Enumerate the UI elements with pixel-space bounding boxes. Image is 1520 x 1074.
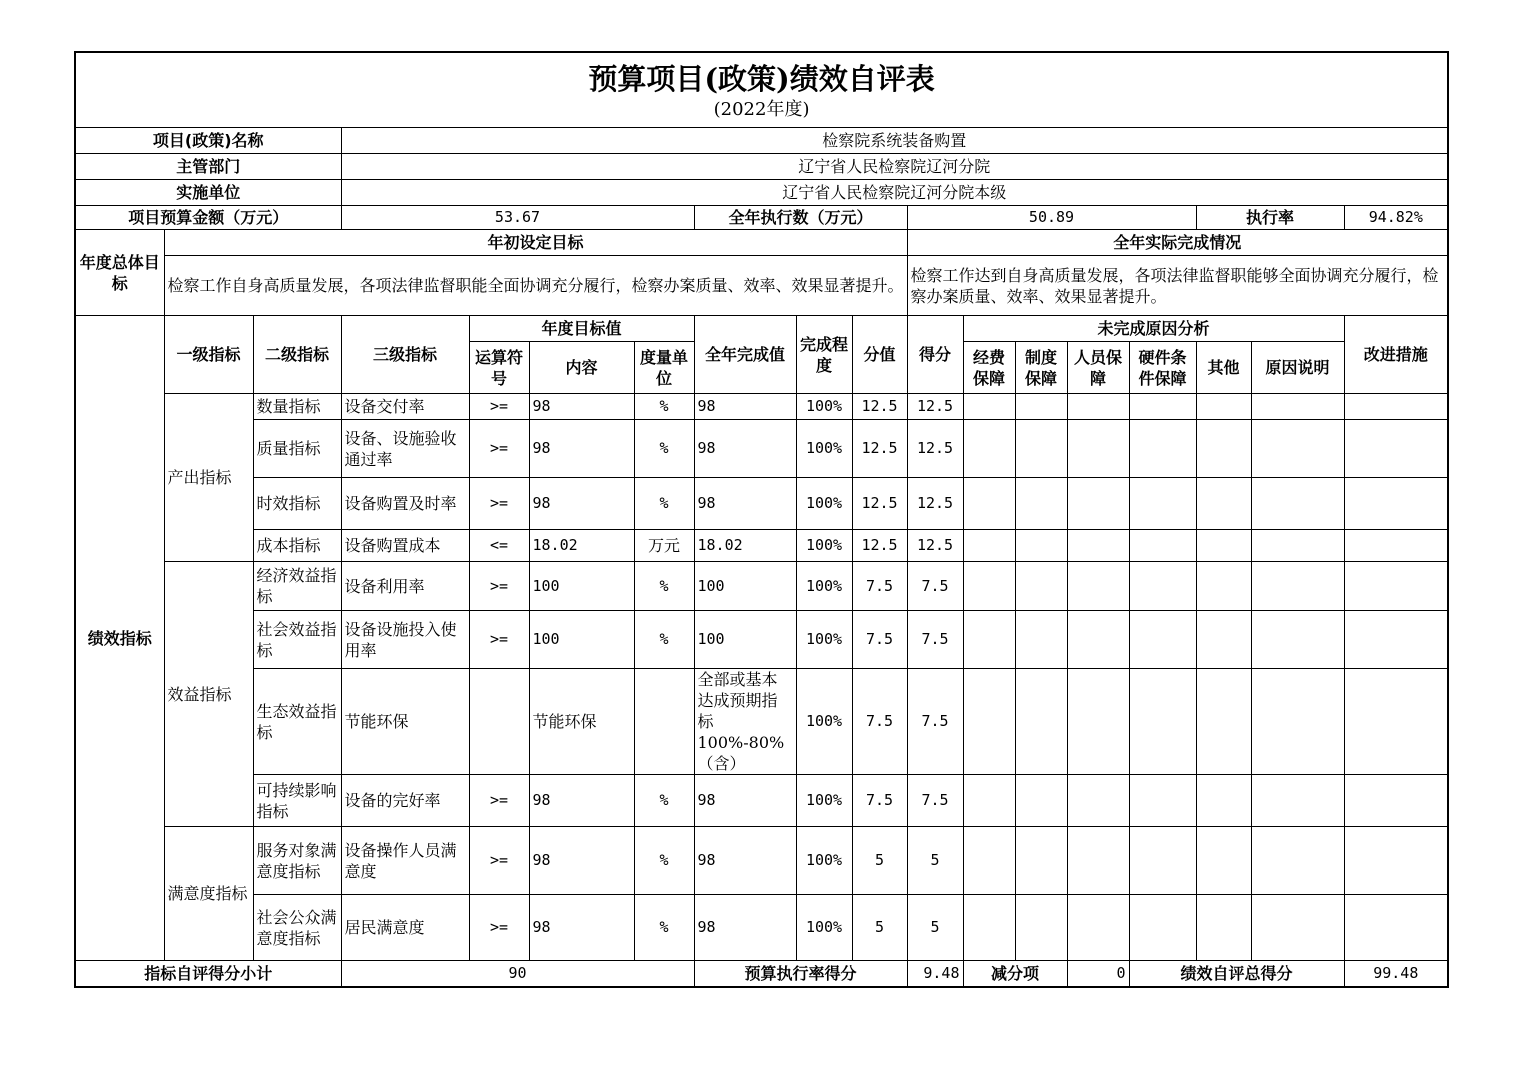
empty-cell (1015, 611, 1067, 669)
empty-cell (1251, 562, 1344, 611)
empty-cell (1015, 775, 1067, 827)
points-cell: 7.5 (852, 611, 907, 669)
empty-cell (963, 611, 1015, 669)
empty-cell (1196, 611, 1251, 669)
dept-label: 主管部门 (75, 154, 341, 180)
empty-cell (1251, 420, 1344, 478)
empty-cell (1067, 827, 1129, 895)
points-cell: 7.5 (852, 669, 907, 775)
actual-cell: 98 (694, 420, 796, 478)
empty-cell (1067, 669, 1129, 775)
total-label: 绩效自评总得分 (1129, 961, 1344, 987)
level2-cell: 成本指标 (253, 530, 341, 562)
level3-cell: 设备交付率 (341, 394, 469, 420)
empty-cell (1251, 394, 1344, 420)
unit: 辽宁省人民检察院辽河分院本级 (341, 180, 1448, 206)
points-cell: 5 (852, 827, 907, 895)
empty-cell (1129, 775, 1196, 827)
empty-cell (963, 394, 1015, 420)
unit-cell (634, 669, 694, 775)
content-cell: 98 (529, 478, 634, 530)
op-cell: >= (469, 895, 529, 961)
degree-cell: 100% (796, 394, 852, 420)
exec-score-label: 预算执行率得分 (694, 961, 907, 987)
content-cell: 98 (529, 394, 634, 420)
op-cell: >= (469, 827, 529, 895)
content-cell: 98 (529, 420, 634, 478)
empty-cell (1067, 775, 1129, 827)
op-cell: >= (469, 478, 529, 530)
empty-cell (963, 530, 1015, 562)
level3-header: 三级指标 (341, 316, 469, 394)
reason-header: 未完成原因分析 (963, 316, 1344, 342)
empty-cell (963, 827, 1015, 895)
empty-cell (1196, 827, 1251, 895)
empty-cell (1251, 530, 1344, 562)
score-cell: 12.5 (907, 394, 963, 420)
group-output: 产出指标 (164, 394, 253, 562)
empty-cell (1344, 562, 1448, 611)
empty-cell (1251, 827, 1344, 895)
empty-cell (1251, 611, 1344, 669)
level2-cell: 数量指标 (253, 394, 341, 420)
level2-cell: 社会效益指标 (253, 611, 341, 669)
unit-cell: 万元 (634, 530, 694, 562)
empty-cell (1067, 895, 1129, 961)
actual-goal-header: 全年实际完成情况 (907, 230, 1448, 256)
points-cell: 12.5 (852, 394, 907, 420)
reason-staff-header: 人员保障 (1067, 342, 1129, 394)
empty-cell (1196, 420, 1251, 478)
actual-cell: 18.02 (694, 530, 796, 562)
unit-cell: % (634, 611, 694, 669)
empty-cell (1344, 611, 1448, 669)
op-cell: <= (469, 530, 529, 562)
points-cell: 12.5 (852, 420, 907, 478)
empty-cell (1067, 394, 1129, 420)
content-cell: 节能环保 (529, 669, 634, 775)
empty-cell (1196, 478, 1251, 530)
total-value: 99.48 (1344, 961, 1448, 987)
level3-cell: 设备购置成本 (341, 530, 469, 562)
empty-cell (1067, 562, 1129, 611)
empty-cell (1129, 530, 1196, 562)
actual-cell: 98 (694, 895, 796, 961)
empty-cell (1129, 478, 1196, 530)
level3-cell: 设备操作人员满意度 (341, 827, 469, 895)
empty-cell (1015, 669, 1067, 775)
score-cell: 12.5 (907, 530, 963, 562)
empty-cell (1344, 827, 1448, 895)
points-cell: 7.5 (852, 562, 907, 611)
degree-cell: 100% (796, 478, 852, 530)
subtotal-value: 90 (341, 961, 694, 987)
actual-cell: 98 (694, 827, 796, 895)
unit-label: 实施单位 (75, 180, 341, 206)
empty-cell (1196, 669, 1251, 775)
actual-cell: 98 (694, 394, 796, 420)
table-row (75, 478, 1448, 530)
degree-cell: 100% (796, 530, 852, 562)
empty-cell (1251, 775, 1344, 827)
group-satisfaction: 满意度指标 (164, 827, 253, 961)
empty-cell (1251, 669, 1344, 775)
rate-label: 执行率 (1196, 206, 1344, 230)
project-name-label: 项目(政策)名称 (75, 128, 341, 154)
improve-header: 改进措施 (1344, 316, 1448, 394)
empty-cell (1129, 420, 1196, 478)
empty-cell (1129, 562, 1196, 611)
reason-system-header: 制度保障 (1015, 342, 1067, 394)
project-name: 检察院系统装备购置 (341, 128, 1448, 154)
empty-cell (1067, 530, 1129, 562)
level2-cell: 可持续影响指标 (253, 775, 341, 827)
table-row (75, 775, 1448, 827)
content-cell: 100 (529, 611, 634, 669)
degree-cell: 100% (796, 420, 852, 478)
empty-cell (1196, 775, 1251, 827)
target-header: 年度目标值 (469, 316, 694, 342)
level3-cell: 居民满意度 (341, 895, 469, 961)
empty-cell (1344, 530, 1448, 562)
empty-cell (1067, 420, 1129, 478)
level3-cell: 设备设施投入使用率 (341, 611, 469, 669)
group-benefit: 效益指标 (164, 562, 253, 827)
budget-label: 项目预算金额（万元） (75, 206, 341, 230)
degree-cell: 100% (796, 611, 852, 669)
level3-cell: 设备、设施验收通过率 (341, 420, 469, 478)
level3-cell: 节能环保 (341, 669, 469, 775)
empty-cell (1129, 611, 1196, 669)
content-cell: 98 (529, 827, 634, 895)
executed-label: 全年执行数（万元） (694, 206, 907, 230)
actual-cell: 100 (694, 611, 796, 669)
level3-cell: 设备购置及时率 (341, 478, 469, 530)
reason-note-header: 原因说明 (1251, 342, 1344, 394)
annual-goal-label: 年度总体目标 (75, 230, 164, 316)
degree-cell: 100% (796, 895, 852, 961)
empty-cell (1015, 562, 1067, 611)
actual-header: 全年完成值 (694, 316, 796, 394)
empty-cell (1196, 895, 1251, 961)
empty-cell (1015, 530, 1067, 562)
performance-evaluation-table (74, 51, 1449, 988)
empty-cell (1344, 775, 1448, 827)
empty-cell (1129, 669, 1196, 775)
level3-cell: 设备的完好率 (341, 775, 469, 827)
table-row (75, 562, 1448, 611)
empty-cell (1015, 394, 1067, 420)
reason-other-header: 其他 (1196, 342, 1251, 394)
empty-cell (1015, 478, 1067, 530)
empty-cell (1344, 669, 1448, 775)
degree-header: 完成程度 (796, 316, 852, 394)
table-row (75, 530, 1448, 562)
empty-cell (963, 420, 1015, 478)
empty-cell (1344, 895, 1448, 961)
level2-cell: 社会公众满意度指标 (253, 895, 341, 961)
unit-cell: % (634, 775, 694, 827)
table-row (75, 420, 1448, 478)
degree-cell: 100% (796, 669, 852, 775)
score-cell: 7.5 (907, 669, 963, 775)
executed-value: 50.89 (907, 206, 1196, 230)
planned-goal-header: 年初设定目标 (164, 230, 907, 256)
op-cell: >= (469, 394, 529, 420)
empty-cell (1015, 420, 1067, 478)
score-cell: 7.5 (907, 611, 963, 669)
level2-cell: 时效指标 (253, 478, 341, 530)
score-cell: 12.5 (907, 420, 963, 478)
subtotal-label: 指标自评得分小计 (75, 961, 341, 987)
exec-score-value: 9.48 (907, 961, 963, 987)
score-cell: 7.5 (907, 775, 963, 827)
year-label: (2022年度) (713, 99, 810, 120)
content-cell: 100 (529, 562, 634, 611)
empty-cell (1129, 895, 1196, 961)
empty-cell (963, 895, 1015, 961)
empty-cell (1129, 394, 1196, 420)
unit-cell: % (634, 394, 694, 420)
level2-cell: 质量指标 (253, 420, 341, 478)
empty-cell (1344, 394, 1448, 420)
unit-header: 度量单位 (634, 342, 694, 394)
page-title: 预算项目(政策)绩效自评表 (588, 62, 935, 96)
deduct-label: 减分项 (963, 961, 1067, 987)
empty-cell (1196, 562, 1251, 611)
points-cell: 12.5 (852, 530, 907, 562)
level2-cell: 服务对象满意度指标 (253, 827, 341, 895)
deduct-value: 0 (1067, 961, 1129, 987)
score-cell: 7.5 (907, 562, 963, 611)
actual-cell: 100 (694, 562, 796, 611)
table-row (75, 827, 1448, 895)
empty-cell (1344, 478, 1448, 530)
content-cell: 98 (529, 775, 634, 827)
empty-cell (1129, 827, 1196, 895)
actual-cell: 98 (694, 478, 796, 530)
empty-cell (1344, 420, 1448, 478)
actual-cell: 全部或基本达成预期指标100%-80%（含） (694, 669, 796, 775)
op-cell (469, 669, 529, 775)
reason-funding-header: 经费保障 (963, 342, 1015, 394)
dept: 辽宁省人民检察院辽河分院 (341, 154, 1448, 180)
empty-cell (1067, 478, 1129, 530)
empty-cell (1251, 895, 1344, 961)
empty-cell (963, 478, 1015, 530)
empty-cell (1196, 394, 1251, 420)
content-cell: 18.02 (529, 530, 634, 562)
degree-cell: 100% (796, 562, 852, 611)
score-cell: 5 (907, 895, 963, 961)
rate-value: 94.82% (1344, 206, 1448, 230)
op-cell: >= (469, 775, 529, 827)
table-row (75, 669, 1448, 775)
empty-cell (963, 775, 1015, 827)
empty-cell (1015, 895, 1067, 961)
empty-cell (1015, 827, 1067, 895)
score-cell: 5 (907, 827, 963, 895)
points-cell: 5 (852, 895, 907, 961)
unit-cell: % (634, 827, 694, 895)
empty-cell (963, 669, 1015, 775)
op-cell: >= (469, 420, 529, 478)
table-row (75, 394, 1448, 420)
title-block (75, 52, 1448, 128)
content-cell: 98 (529, 895, 634, 961)
perf-indicator-label: 绩效指标 (75, 316, 164, 961)
actual-goal-text: 检察工作达到自身高质量发展，各项法律监督职能够全面协调充分履行，检察办案质量、效率、效果显著提升。 (907, 256, 1448, 316)
empty-cell (1067, 611, 1129, 669)
empty-cell (1251, 478, 1344, 530)
points-header: 分值 (852, 316, 907, 394)
level2-cell: 生态效益指标 (253, 669, 341, 775)
table-row (75, 895, 1448, 961)
unit-cell: % (634, 420, 694, 478)
level1-header: 一级指标 (164, 316, 253, 394)
unit-cell: % (634, 478, 694, 530)
points-cell: 7.5 (852, 775, 907, 827)
op-header: 运算符号 (469, 342, 529, 394)
unit-cell: % (634, 895, 694, 961)
budget-value: 53.67 (341, 206, 694, 230)
planned-goal-text: 检察工作自身高质量发展，各项法律监督职能全面协调充分履行，检察办案质量、效率、效果显著提升。 (164, 256, 907, 316)
points-cell: 12.5 (852, 478, 907, 530)
degree-cell: 100% (796, 775, 852, 827)
reason-hardware-header: 硬件条件保障 (1129, 342, 1196, 394)
empty-cell (1196, 530, 1251, 562)
level2-header: 二级指标 (253, 316, 341, 394)
empty-cell (963, 562, 1015, 611)
op-cell: >= (469, 562, 529, 611)
table-row (75, 611, 1448, 669)
score-cell: 12.5 (907, 478, 963, 530)
actual-cell: 98 (694, 775, 796, 827)
degree-cell: 100% (796, 827, 852, 895)
op-cell: >= (469, 611, 529, 669)
content-header: 内容 (529, 342, 634, 394)
unit-cell: % (634, 562, 694, 611)
score-header: 得分 (907, 316, 963, 394)
level3-cell: 设备利用率 (341, 562, 469, 611)
level2-cell: 经济效益指标 (253, 562, 341, 611)
